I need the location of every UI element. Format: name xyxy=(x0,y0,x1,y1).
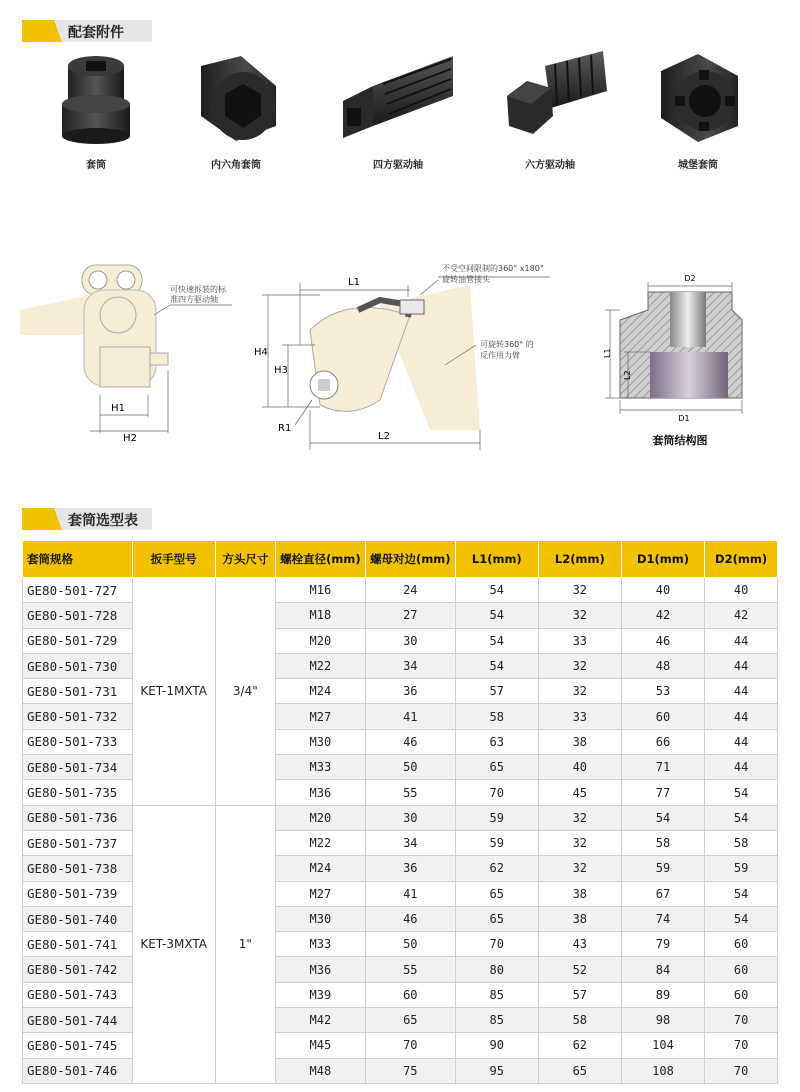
section-title: 配套附件 xyxy=(68,25,124,41)
table-cell: GE80-501-736 xyxy=(23,805,133,830)
table-cell: M36 xyxy=(275,957,365,982)
table-cell: 59 xyxy=(455,830,538,855)
table-cell: 54 xyxy=(455,653,538,678)
table-cell: 62 xyxy=(455,856,538,881)
table-cell: 45 xyxy=(538,780,621,805)
table-cell: 60 xyxy=(705,957,778,982)
table-cell: 84 xyxy=(621,957,704,982)
table-cell: KET-1MXTA xyxy=(132,578,215,806)
table-cell: 54 xyxy=(455,603,538,628)
table-cell: 60 xyxy=(365,982,455,1007)
table-cell: 33 xyxy=(538,704,621,729)
socket-icon xyxy=(46,46,146,146)
accessory-label: 套筒 xyxy=(86,160,106,171)
table-cell: GE80-501-743 xyxy=(23,982,133,1007)
table-cell: 54 xyxy=(705,805,778,830)
table-cell: M48 xyxy=(275,1058,365,1083)
table-cell: 54 xyxy=(705,780,778,805)
table-cell: M24 xyxy=(275,679,365,704)
table-cell: GE80-501-735 xyxy=(23,780,133,805)
table-cell: GE80-501-738 xyxy=(23,856,133,881)
table-cell: GE80-501-734 xyxy=(23,755,133,780)
table-cell: M22 xyxy=(275,653,365,678)
socket-selection-table xyxy=(22,540,778,1084)
annotation-text: 不受空间限制的360° x180° xyxy=(442,264,544,273)
table-cell: 34 xyxy=(365,830,455,855)
table-cell: 54 xyxy=(705,906,778,931)
accessory-castle-socket xyxy=(628,46,768,171)
table-cell: 30 xyxy=(365,805,455,830)
table-cell: 89 xyxy=(621,982,704,1007)
column-header: 螺母对边(mm) xyxy=(365,541,455,578)
table-cell: GE80-501-732 xyxy=(23,704,133,729)
table-cell: 27 xyxy=(365,603,455,628)
table-cell: 24 xyxy=(365,578,455,603)
table-cell: 44 xyxy=(705,628,778,653)
table-row xyxy=(23,805,778,830)
table-cell: 57 xyxy=(538,982,621,1007)
wrench-front-view-diagram xyxy=(240,255,580,455)
dimension-label: L2 xyxy=(623,370,632,380)
table-cell: 66 xyxy=(621,729,704,754)
table-cell: M20 xyxy=(275,628,365,653)
table-cell: 52 xyxy=(538,957,621,982)
annotation-text: 准四方驱动轴 xyxy=(170,295,218,304)
dimension-label: H2 xyxy=(123,433,137,444)
socket-cross-section-diagram xyxy=(600,270,760,460)
table-cell: 32 xyxy=(538,805,621,830)
table-cell: 42 xyxy=(621,603,704,628)
section-header-selection-table xyxy=(22,508,152,530)
dimension-label: H1 xyxy=(111,403,125,414)
table-cell: GE80-501-745 xyxy=(23,1033,133,1058)
table-cell: 50 xyxy=(365,755,455,780)
table-cell: 79 xyxy=(621,932,704,957)
table-cell: GE80-501-739 xyxy=(23,881,133,906)
accessory-hex-drive-shaft xyxy=(480,46,620,171)
table-cell: 63 xyxy=(455,729,538,754)
table-cell: M27 xyxy=(275,881,365,906)
table-cell: 40 xyxy=(621,578,704,603)
wrench-side-view-diagram xyxy=(20,255,260,455)
table-cell: 3/4" xyxy=(215,578,275,806)
table-cell: 58 xyxy=(705,830,778,855)
column-header: L2(mm) xyxy=(538,541,621,578)
table-cell: 59 xyxy=(705,856,778,881)
table-cell: GE80-501-744 xyxy=(23,1008,133,1033)
table-cell: 44 xyxy=(705,729,778,754)
table-cell: 50 xyxy=(365,932,455,957)
diagram-caption: 套筒结构图 xyxy=(652,434,708,447)
table-cell: 65 xyxy=(455,755,538,780)
table-cell: 70 xyxy=(455,932,538,957)
table-cell: 65 xyxy=(538,1058,621,1083)
table-cell: 46 xyxy=(621,628,704,653)
table-cell: 38 xyxy=(538,881,621,906)
table-cell: 30 xyxy=(365,628,455,653)
accessory-label: 四方驱动轴 xyxy=(373,160,423,171)
table-cell: M33 xyxy=(275,932,365,957)
column-header: L1(mm) xyxy=(455,541,538,578)
section-title: 套筒选型表 xyxy=(68,513,138,529)
section-header-tab xyxy=(22,508,62,530)
table-cell: 32 xyxy=(538,578,621,603)
table-cell: GE80-501-731 xyxy=(23,679,133,704)
table-cell: 70 xyxy=(705,1008,778,1033)
dimension-label: D1 xyxy=(678,414,690,423)
dimension-label: H4 xyxy=(254,347,268,358)
table-cell: 70 xyxy=(705,1058,778,1083)
table-cell: 98 xyxy=(621,1008,704,1033)
table-cell: 53 xyxy=(621,679,704,704)
table-cell: 54 xyxy=(621,805,704,830)
table-cell: 60 xyxy=(621,704,704,729)
table-cell: 85 xyxy=(455,982,538,1007)
column-header: 方头尺寸 xyxy=(215,541,275,578)
table-cell: 67 xyxy=(621,881,704,906)
table-cell: 38 xyxy=(538,729,621,754)
accessory-socket xyxy=(26,46,166,171)
castle-socket-icon xyxy=(643,46,753,146)
dimension-label: L1 xyxy=(348,277,360,288)
table-cell: 43 xyxy=(538,932,621,957)
annotation-text: 旋转油管接头 xyxy=(442,275,490,284)
annotation-text: 反作用力臂 xyxy=(480,351,520,360)
table-cell: GE80-501-740 xyxy=(23,906,133,931)
column-header: 扳手型号 xyxy=(132,541,215,578)
table-cell: M33 xyxy=(275,755,365,780)
table-cell: GE80-501-727 xyxy=(23,578,133,603)
accessory-label: 内六角套筒 xyxy=(211,160,261,171)
accessory-square-drive-shaft xyxy=(328,46,468,171)
table-cell: 65 xyxy=(365,1008,455,1033)
annotation-text: 可旋转360° 的 xyxy=(480,340,534,349)
table-cell: 75 xyxy=(365,1058,455,1083)
accessory-hex-socket xyxy=(166,46,306,171)
table-cell: M42 xyxy=(275,1008,365,1033)
table-cell: M16 xyxy=(275,578,365,603)
table-cell: GE80-501-733 xyxy=(23,729,133,754)
table-cell: 70 xyxy=(705,1033,778,1058)
accessory-label: 六方驱动轴 xyxy=(525,160,575,171)
table-cell: 1" xyxy=(215,805,275,1083)
table-cell: 58 xyxy=(538,1008,621,1033)
dimension-label: L2 xyxy=(378,431,390,442)
table-cell: 32 xyxy=(538,653,621,678)
table-cell: 58 xyxy=(621,830,704,855)
table-cell: M24 xyxy=(275,856,365,881)
table-cell: 44 xyxy=(705,755,778,780)
table-cell: 46 xyxy=(365,729,455,754)
table-cell: M39 xyxy=(275,982,365,1007)
table-cell: 33 xyxy=(538,628,621,653)
table-cell: 104 xyxy=(621,1033,704,1058)
table-cell: 108 xyxy=(621,1058,704,1083)
table-cell: 34 xyxy=(365,653,455,678)
table-cell: 65 xyxy=(455,906,538,931)
table-cell: 40 xyxy=(538,755,621,780)
dimension-label: R1 xyxy=(278,423,292,434)
table-cell: 54 xyxy=(705,881,778,906)
table-cell: GE80-501-746 xyxy=(23,1058,133,1083)
table-cell: 60 xyxy=(705,932,778,957)
square-drive-shaft-icon xyxy=(333,46,463,146)
table-cell: KET-3MXTA xyxy=(132,805,215,1083)
table-cell: 54 xyxy=(455,578,538,603)
table-cell: 90 xyxy=(455,1033,538,1058)
table-cell: 38 xyxy=(538,906,621,931)
table-cell: 59 xyxy=(621,856,704,881)
table-cell: 70 xyxy=(365,1033,455,1058)
table-cell: 46 xyxy=(365,906,455,931)
table-cell: GE80-501-742 xyxy=(23,957,133,982)
hex-socket-icon xyxy=(181,46,291,146)
table-cell: M20 xyxy=(275,805,365,830)
table-cell: 48 xyxy=(621,653,704,678)
table-cell: 44 xyxy=(705,704,778,729)
table-cell: 70 xyxy=(455,780,538,805)
table-cell: M27 xyxy=(275,704,365,729)
table-cell: 36 xyxy=(365,679,455,704)
table-cell: 59 xyxy=(455,805,538,830)
table-body xyxy=(23,578,778,1084)
column-header: 套筒规格 xyxy=(23,541,133,578)
table-cell: 80 xyxy=(455,957,538,982)
table-cell: 54 xyxy=(455,628,538,653)
table-cell: 77 xyxy=(621,780,704,805)
table-cell: 95 xyxy=(455,1058,538,1083)
section-header-tab xyxy=(22,20,62,42)
table-cell: GE80-501-728 xyxy=(23,603,133,628)
column-header: D2(mm) xyxy=(705,541,778,578)
annotation-text: 可快速拆装的标 xyxy=(170,285,226,294)
table-cell: 44 xyxy=(705,679,778,704)
table-cell: 85 xyxy=(455,1008,538,1033)
table-header-row xyxy=(23,541,778,578)
table-cell: M30 xyxy=(275,729,365,754)
table-cell: 41 xyxy=(365,881,455,906)
table-cell: 36 xyxy=(365,856,455,881)
table-cell: 57 xyxy=(455,679,538,704)
table-cell: 60 xyxy=(705,982,778,1007)
table-cell: GE80-501-737 xyxy=(23,830,133,855)
table-cell: 42 xyxy=(705,603,778,628)
dimension-label: D2 xyxy=(684,274,696,283)
column-header: D1(mm) xyxy=(621,541,704,578)
table-cell: 58 xyxy=(455,704,538,729)
dimension-label: H3 xyxy=(274,365,288,376)
table-cell: 32 xyxy=(538,830,621,855)
table-cell: 40 xyxy=(705,578,778,603)
table-cell: M18 xyxy=(275,603,365,628)
table-row xyxy=(23,578,778,603)
table-cell: GE80-501-741 xyxy=(23,932,133,957)
accessory-label: 城堡套筒 xyxy=(678,160,718,171)
table-cell: GE80-501-730 xyxy=(23,653,133,678)
hex-drive-shaft-icon xyxy=(485,46,615,146)
column-header: 螺栓直径(mm) xyxy=(275,541,365,578)
table-cell: 71 xyxy=(621,755,704,780)
table-cell: GE80-501-729 xyxy=(23,628,133,653)
section-header-accessories xyxy=(22,20,152,42)
table-cell: M45 xyxy=(275,1033,365,1058)
dimension-label: L1 xyxy=(603,348,612,358)
table-cell: M30 xyxy=(275,906,365,931)
table-cell: M22 xyxy=(275,830,365,855)
table-cell: 62 xyxy=(538,1033,621,1058)
table-cell: 32 xyxy=(538,603,621,628)
table-cell: 55 xyxy=(365,957,455,982)
table-cell: 74 xyxy=(621,906,704,931)
table-cell: 32 xyxy=(538,856,621,881)
table-cell: 65 xyxy=(455,881,538,906)
table-cell: 41 xyxy=(365,704,455,729)
table-cell: 44 xyxy=(705,653,778,678)
table-cell: 32 xyxy=(538,679,621,704)
table-cell: M36 xyxy=(275,780,365,805)
table-cell: 55 xyxy=(365,780,455,805)
